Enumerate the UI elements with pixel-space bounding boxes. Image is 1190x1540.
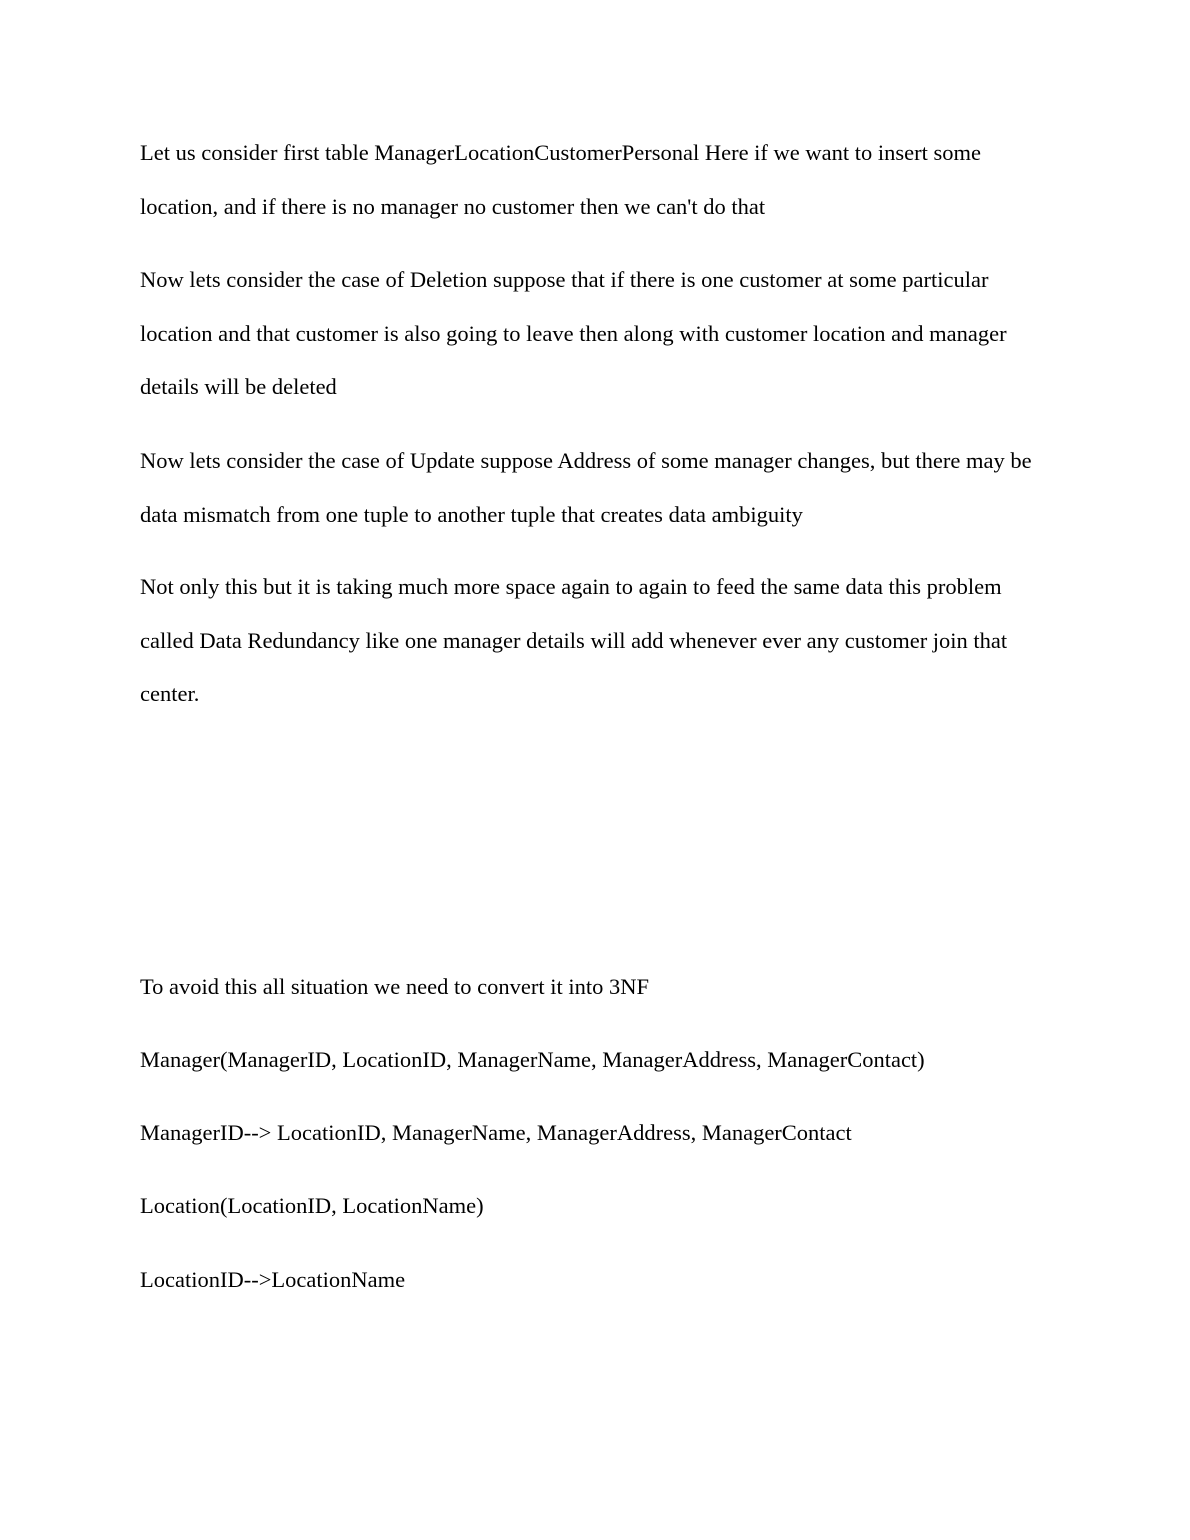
paragraph-data-redundancy: Not only this but it is taking much more space again to again to feed the same data this problem called Data Redundancy like one manager details will add whenever ever any customer join that center. [140,574,1008,707]
paragraph-insertion-anomaly: Let us consider first table ManagerLocationCustomerPersonal Here if we want to insert some location, and if there is no manager no customer then we can't do that [140,140,982,219]
location-functional-dependency: LocationID-->LocationName [140,1267,406,1292]
location-relation: Location(LocationID, LocationName) [140,1193,484,1218]
paragraph-deletion-anomaly: Now lets consider the case of Deletion suppose that if there is one customer at some particular location and that customer is also going to leave then along with customer location and manager details will be deleted [140,267,1007,400]
manager-functional-dependency: ManagerID--> LocationID, ManagerName, ManagerAddress, ManagerContact [140,1120,852,1145]
manager-relation: Manager(ManagerID, LocationID, ManagerName, ManagerAddress, ManagerContact) [140,1047,925,1072]
normalization-intro: To avoid this all situation we need to convert it into 3NF [140,974,649,999]
paragraph-update-anomaly: Now lets consider the case of Update suppose Address of some manager changes, but there may be data mismatch from one tuple to another tuple that creates data ambiguity [140,448,1032,527]
